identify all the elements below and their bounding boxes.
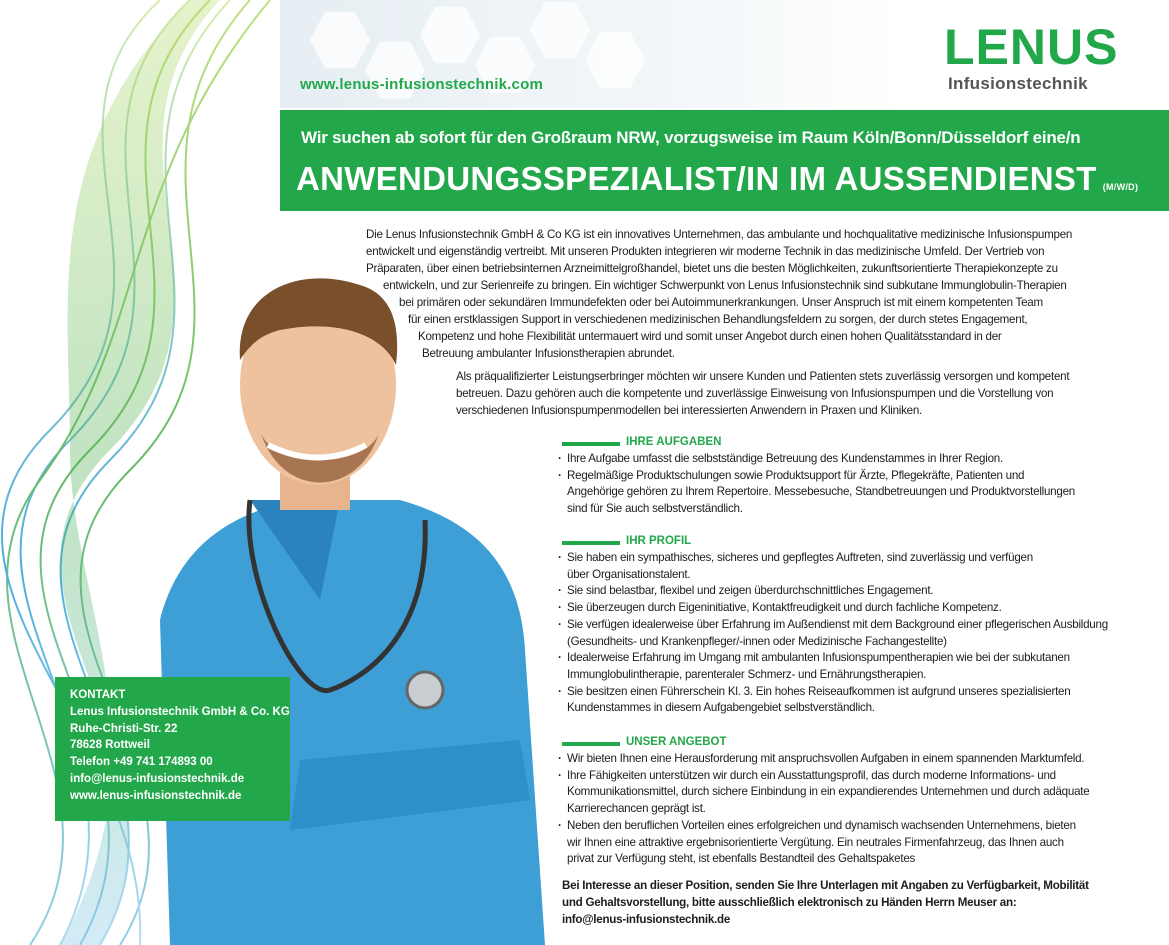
closing-line: und Gehaltsvorstellung, bitte ausschließlich elektronisch zu Händen Herrn Meuser an: <box>562 896 1017 909</box>
company-logo <box>944 19 1134 94</box>
contact-box <box>55 677 290 821</box>
intro-line: entwickeln, und zur Serienreife zu bringen. Ein wichtiger Schwerpunkt von Lenus Infusionstechnik sind subkutane Immunglobulin-Therapien <box>383 279 1067 292</box>
bullet-item <box>558 600 1163 617</box>
bullet-item <box>558 451 1163 468</box>
bullet-line: Immunglobulintherapie, parenteraler Schmerz- und Ernährungstherapien. <box>567 667 927 681</box>
section-heading: IHRE AUFGABEN <box>626 436 722 448</box>
bullet-list <box>558 751 1163 868</box>
intro-line: Betreuung ambulanter Infusionstherapien abrundet. <box>422 347 675 360</box>
intro2-line: betreuen. Dazu gehören auch die kompetente und zuverlässige Einweisung von Infusionspumpen und die Vorstellung von <box>456 387 1054 400</box>
bullet-line: · Sie überzeugen durch Eigeninitiative, Kontaktfreudigkeit und durch fachliche Kompetenz. <box>567 601 1002 615</box>
intro2-line: verschiedenen Infusionspumpenmodellen bei interessierten Anwendern in Praxen und Kliniken. <box>456 404 923 417</box>
logo-wordmark: LENUS <box>944 19 1119 75</box>
closing-line: Bei Interesse an dieser Position, senden Sie Ihre Unterlagen mit Angaben zu Verfügbarkeit, Mobilität <box>562 879 1089 892</box>
logo-subtitle: Infusionstechnik <box>948 74 1088 93</box>
bullet-line: · Ihre Aufgabe umfasst die selbstständige Betreuung des Kundenstammes in Ihrer Region. <box>567 452 1003 465</box>
bullet-line: Angehörige gehören zu Ihrem Repertoire. Messebesuche, Standbetreuungen und Produktvorstellungen <box>567 485 1075 499</box>
contact-website-link[interactable]: www.lenus-infusionstechnik.de <box>70 789 242 802</box>
gender-note: (M/W/D) <box>1102 182 1139 192</box>
contact-phone[interactable]: Telefon +49 741 174893 00 <box>70 756 213 769</box>
bullet-line: · Sie verfügen idealerweise über Erfahrung im Außendienst mit dem Background einer pflegerischen Ausbildung <box>567 617 1108 631</box>
contact-heading: KONTAKT <box>70 689 126 701</box>
intro-line: für einen erstklassigen Support in verschiedenen medizinischen Behandlungsfeldern zu sorgen, der durch stetes Engagement, <box>408 313 1028 326</box>
intro-line: Die Lenus Infusionstechnik GmbH & Co KG ist ein innovatives Unternehmen, das ambulante und hochqualitative medizinische Infusionspumpen <box>366 228 1073 241</box>
website-link[interactable]: www.lenus-infusionstechnik.com <box>300 76 543 93</box>
contact-company: Lenus Infusionstechnik GmbH & Co. KG <box>70 705 290 718</box>
contact-city: 78628 Rottweil <box>70 739 150 752</box>
bullet-line: · Neben den beruflichen Vorteilen eines erfolgreichen und dynamisch wachsenden Unternehmens, bieten <box>567 818 1076 832</box>
section-heading: UNSER ANGEBOT <box>626 736 727 748</box>
section-heading: IHR PROFIL <box>626 535 692 547</box>
bullet-list <box>558 451 1163 518</box>
job-title-text: ANWENDUNGSSPEZIALIST/IN IM AUSSENDIENST <box>296 160 1097 197</box>
section-divider <box>562 541 620 545</box>
intro-line: bei primären oder sekundären Immundefekten oder bei Autoimmunerkrankungen. Unser Anspruch ist mit einem kompetenten Team <box>399 296 1043 309</box>
bullet-line: (Gesundheits- und Krankenpfleger/-innen oder Medizinische Fachangestellte) <box>567 634 947 648</box>
bullet-item <box>558 751 1163 768</box>
section-divider <box>562 442 620 446</box>
bullet-line: · Idealerweise Erfahrung im Umgang mit ambulanten Infusionspumpentherapien wie bei der subkutanen <box>567 651 1070 665</box>
banner-subtitle: Wir suchen ab sofort für den Großraum NRW, vorzugsweise im Raum Köln/Bonn/Düsseldorf eine/n <box>301 128 1081 147</box>
job-title-banner <box>280 110 1169 211</box>
bullet-line: · Sie sind belastbar, flexibel und zeigen überdurchschnittliches Engagement. <box>567 584 934 598</box>
bullet-item <box>558 768 1163 818</box>
bullet-item <box>558 583 1163 600</box>
contact-street: Ruhe-Christi-Str. 22 <box>70 722 178 735</box>
bullet-line: · Regelmäßige Produktschulungen sowie Produktsupport für Ärzte, Pflegekräfte, Patienten und <box>567 468 1025 482</box>
application-note <box>562 877 1089 928</box>
bullet-item <box>558 818 1163 868</box>
intro2-line: Als präqualifizierter Leistungserbringer möchten wir unsere Kunden und Patienten stets zuverlässig versorgen und kompetent <box>456 370 1070 383</box>
bullet-line: · Sie besitzen einen Führerschein Kl. 3. Ein hohes Reiseaufkommen ist aufgrund unseres spezialisierten <box>567 684 1071 698</box>
bullet-line: · Wir bieten Ihnen eine Herausforderung mit anspruchsvollen Aufgaben in einem spannenden Marktumfeld. <box>567 752 1085 765</box>
bullet-item <box>558 468 1163 518</box>
intro-line: Kompetenz und hohe Flexibilität untermauert wird und somit unser Angebot durch einen hohen Qualitätsstandard in der <box>418 330 1002 343</box>
closing-email-link[interactable]: info@lenus-infusionstechnik.de <box>562 913 731 926</box>
bullet-line: Kundenstammes in diesem Aufgabengebiet selbstverständlich. <box>567 701 875 715</box>
intro-line: Präparaten, über einen betriebsinternen Arzneimittelgroßhandel, bietet uns die besten Möglichkeiten, zukunftsorientierte Therapiekonzepte zu <box>366 262 1058 275</box>
bullet-line: · Sie haben ein sympathisches, sicheres und gepflegtes Auftreten, sind zuverlässig und verfügen <box>567 551 1033 564</box>
bullet-line: sind für Sie auch selbstverständlich. <box>567 502 743 516</box>
bullet-line: privat zur Verfügung steht, ist ebenfalls Bestandteil des Gehaltspaketes <box>567 852 916 866</box>
bullet-list <box>558 550 1163 717</box>
bullet-line: Karrierechancen geprägt ist. <box>567 802 706 816</box>
contact-email-link[interactable]: info@lenus-infusionstechnik.de <box>70 772 245 785</box>
bullet-line: wir Ihnen eine attraktive ergebnisorientierte Vergütung. Ein neutrales Firmenfahrzeug, das Ihnen auch <box>567 835 1064 849</box>
bullet-item <box>558 550 1163 583</box>
section-divider <box>562 742 620 746</box>
bullet-item <box>558 617 1163 650</box>
bullet-line: · Ihre Fähigkeiten unterstützen wir durch ein Ausstattungsprofil, das durch moderne Informations- und <box>567 768 1056 782</box>
job-title <box>296 160 1138 198</box>
intro-line: entwickelt und eigenständig vertreibt. Mit unseren Produkten integrieren wir moderne Technik in das medizinische Umfeld. Der Vertrieb von <box>366 245 1045 258</box>
bullet-line: Kommunikationsmittel, durch sichere Einbindung in ein expandierendes Unternehmen und durch adäquate <box>567 785 1090 799</box>
bullet-line: über Organisationstalent. <box>567 567 691 581</box>
bullet-item <box>558 650 1163 683</box>
bullet-item <box>558 684 1163 717</box>
